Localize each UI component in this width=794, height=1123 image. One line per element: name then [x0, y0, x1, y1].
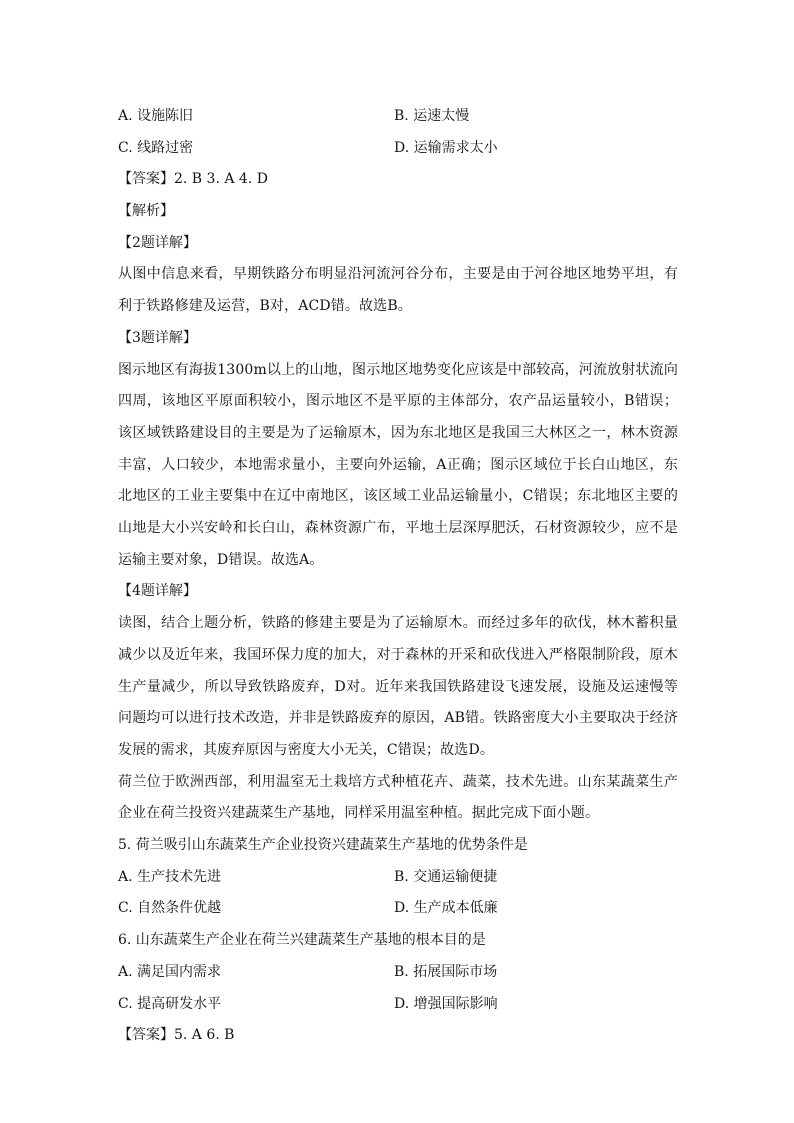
q5-options-row-2	[118, 893, 678, 925]
q5-options-row-1	[118, 862, 678, 894]
q2-explanation: 从图中信息来看，早期铁路分布明显沿河流河谷分布，主要是由于河谷地区地势平坦，有利于铁路修建及运营，B对，ACD错。故选B。	[118, 266, 678, 315]
q6-option-b: B. 拓展国际市场	[394, 963, 498, 980]
answer-line-2: 【答案】5. A 6. B	[118, 1027, 235, 1044]
option-a: A. 设施陈旧	[118, 108, 194, 124]
q6-option-c: C. 提高研发水平	[118, 995, 222, 1012]
q1-options-row-1	[118, 101, 678, 133]
q1-options-row-2	[118, 133, 678, 165]
q5-option-a: A. 生产技术先进	[118, 868, 222, 885]
question-intro: 荷兰位于欧洲西部，利用温室无土栽培方式种植花卉、蔬菜，技术先进。山东某蔬菜生产企业在荷兰投资兴建蔬菜生产基地，同样采用温室种植。据此完成下面小题。	[118, 773, 678, 822]
option-b: B. 运速太慢	[394, 108, 470, 124]
option-c: C. 线路过密	[118, 139, 194, 156]
q5-option-d: D. 生产成本低廉	[394, 900, 498, 917]
q6-stem: 6. 山东蔬菜生产企业在荷兰兴建蔬菜生产基地的根本目的是	[118, 932, 486, 949]
document-page	[118, 101, 678, 1052]
option-d: D. 运输需求太小	[394, 139, 498, 156]
q5-stem: 5. 荷兰吸引山东蔬菜生产企业投资兴建蔬菜生产基地的优势条件是	[118, 837, 528, 854]
q4-explanation: 读图，结合上题分析，铁路的修建主要是为了运输原木。而经过多年的砍伐，林木蓄积量减少以及近年来，我国环保力度的加大，对于森林的开采和砍伐进入严格限制阶段，原木生产量减少，所以导致铁路废弃，D对。近年来我国铁路建设飞速发展，设施及运速慢等问题均可以进行技术改造，并非是铁路废弃的原因，AB错。铁路密度大小主要取决于经济发展的需求，其废弃原因与密度大小无关，C错误；故选D。	[118, 615, 678, 758]
q6-options-row-1	[118, 957, 678, 989]
q4-heading: 【4题详解】	[118, 583, 197, 600]
q3-heading: 【3题详解】	[118, 329, 197, 346]
q2-heading: 【2题详解】	[118, 234, 197, 251]
q5-option-c: C. 自然条件优越	[118, 900, 222, 917]
analysis-label: 【解析】	[118, 203, 174, 220]
q6-options-row-2	[118, 989, 678, 1021]
q3-explanation: 图示地区有海拔1300m以上的山地，图示地区地势变化应该是中部较高，河流放射状流向四周，该地区平原面积较小，图示地区不是平原的主体部分，农产品运量较小，B错误；该区域铁路建设目的主要是为了运输原木，因为东北地区是我国三大林区之一，林木资源丰富，人口较少，本地需求量小，主要向外运输，A正确；图示区域位于长白山地区，东北地区的工业主要集中在辽中南地区，该区域工业品运输量小，C错误；东北地区主要的山地是大小兴安岭和长白山，森林资源广布，平地土层深厚肥沃，石材资源较少，应不是运输主要对象，D错误。故选A。	[118, 361, 678, 568]
answer-line-1: 【答案】2. B 3. A 4. D	[118, 171, 268, 188]
q5-option-b: B. 交通运输便捷	[394, 868, 498, 885]
q6-option-a: A. 满足国内需求	[118, 963, 222, 980]
q6-option-d: D. 增强国际影响	[394, 995, 498, 1012]
